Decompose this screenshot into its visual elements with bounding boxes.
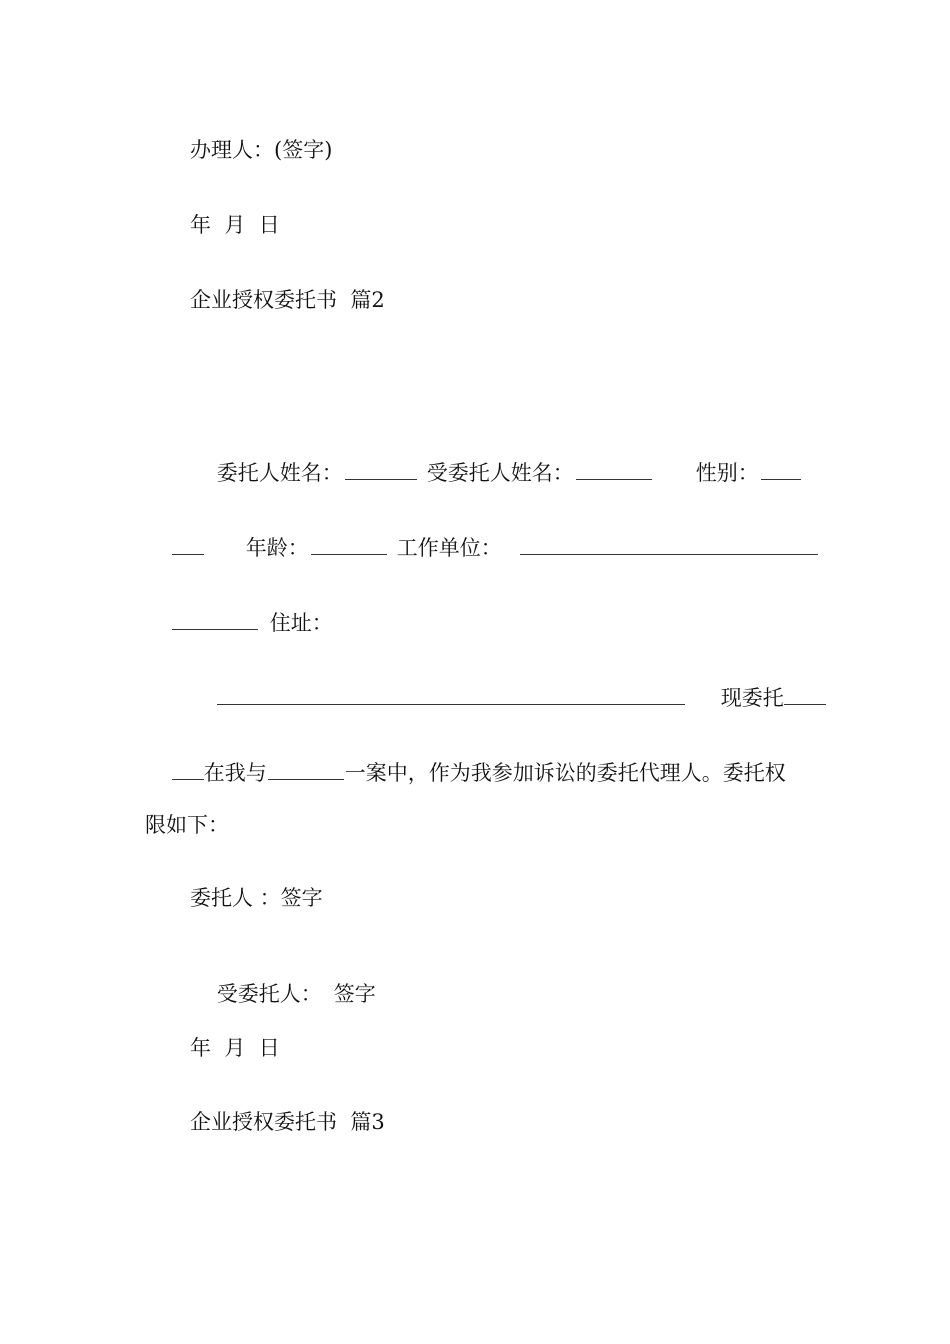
gender-label: 性别： (695, 461, 759, 485)
entrusted-person-blank-continued (172, 761, 204, 780)
principal-name-label: 委托人姓名： (216, 461, 343, 485)
agent-name-blank (576, 461, 652, 480)
principal-name-blank (345, 461, 417, 480)
agent-signature-value: 签字 (333, 982, 376, 1006)
section-heading-3: 企业授权委托书 篇3 (190, 1110, 385, 1134)
agent-name-label: 受委托人姓名： (426, 461, 574, 485)
workplace-blank (520, 536, 818, 555)
form-row-case (145, 740, 786, 805)
agent-signature-row (190, 963, 376, 1026)
entrust-label: 现委托 (720, 686, 784, 710)
form-row-entrust (190, 665, 826, 730)
form-row-age-work (145, 515, 820, 580)
workplace-label: 工作单位： (396, 536, 502, 560)
form-row-address (145, 590, 333, 655)
opposing-party-blank (268, 761, 344, 780)
handler-signature-line: 办理人：(签字) (190, 138, 333, 162)
date-line: 年 月 日 (190, 213, 280, 237)
case-text-end: 一案中，作为我参加诉讼的委托代理人。委托权 (344, 761, 786, 785)
age-label: 年龄： (245, 536, 309, 560)
age-blank (311, 536, 387, 555)
authority-text: 限如下： (145, 813, 229, 837)
agent-signature-label: 受委托人： (216, 982, 322, 1006)
gender-blank-continued (172, 536, 204, 555)
section-heading: 企业授权委托书 篇2 (190, 288, 385, 312)
workplace-blank-continued (172, 611, 258, 630)
form-row-names (190, 440, 803, 505)
gender-blank (761, 461, 801, 480)
principal-signature: 委托人 ：签字 (190, 886, 323, 910)
address-label: 住址： (269, 611, 333, 635)
case-text-start: 在我与 (203, 761, 267, 785)
address-blank (217, 686, 685, 705)
entrusted-person-blank (784, 686, 826, 705)
date-line-2: 年 月 日 (190, 1036, 280, 1060)
